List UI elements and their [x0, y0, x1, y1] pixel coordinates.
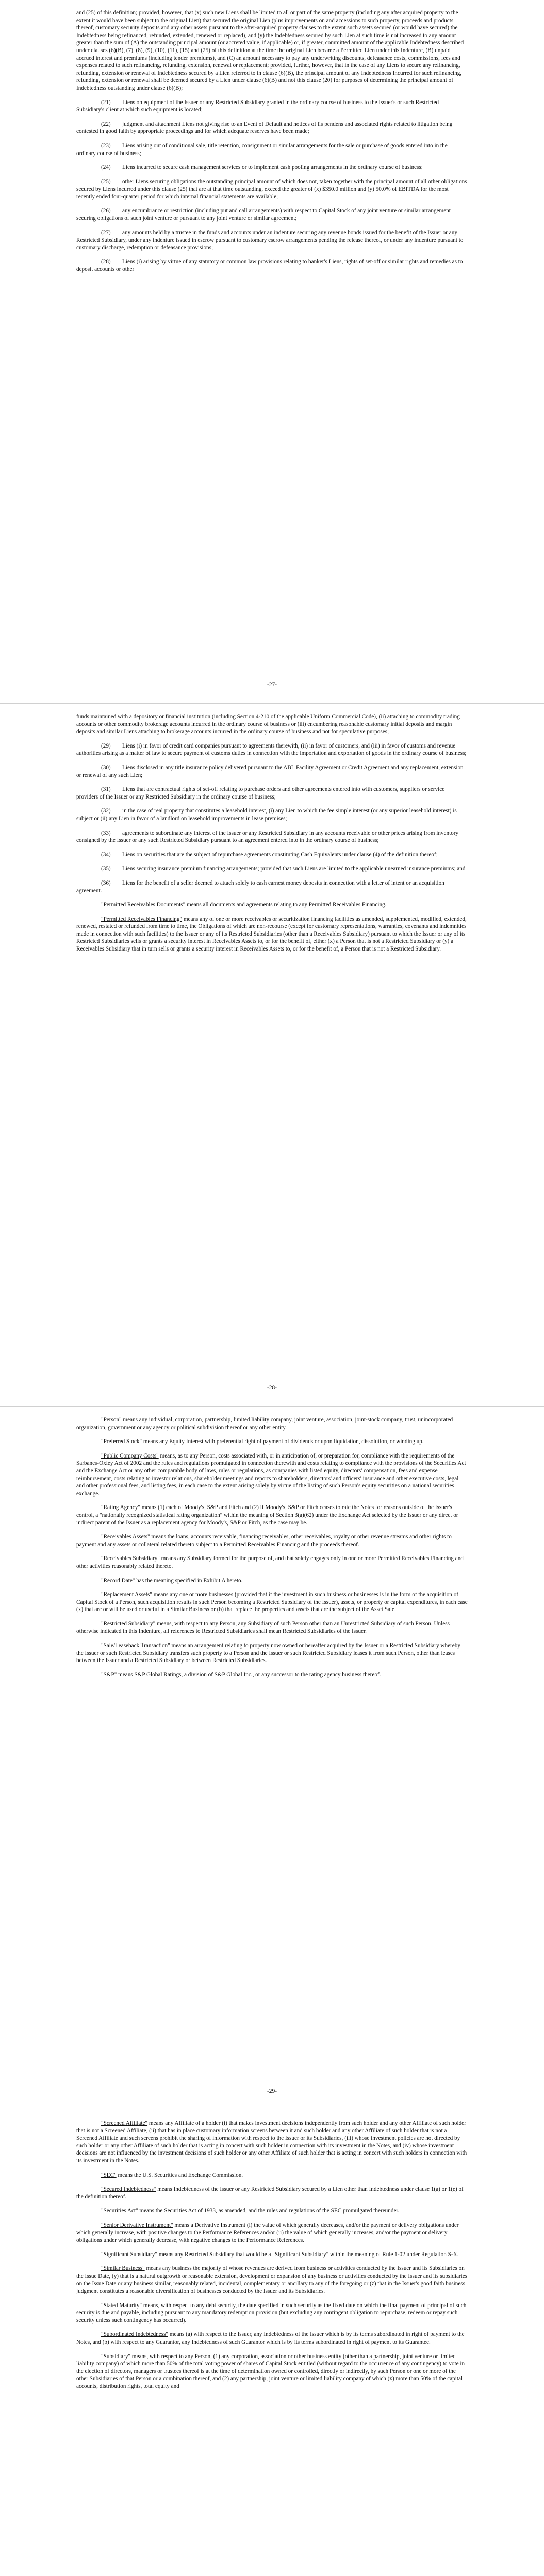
clause-number: (32)	[101, 808, 111, 815]
paragraph-text: means any individual, corporation, partnership, limited liability company, joint venture, association, joint-stock company, trust, unincorporated organization, government or any agency or political subdivision thereof or any other entity.	[76, 1417, 453, 1431]
paragraph-text: means, with respect to any Person, (1) any corporation, association or other business entity (other than a partnership, joint venture or limited liability company) of which more than 50% of the total voting power of shares of Capital Stock entitled (without regard to the occurrence of any contingency) to vote in the election of directors, managers or trustees thereof is at the time of determination owned or controlled, directly or indirectly, by such Person or one or more of the other Subsidiaries of that Person or a combination thereof, and (2) any partnership, joint venture or limited liability company of which (x) more than 50% of the capital accounts, distribution rights, total equity and	[76, 2353, 465, 2390]
paragraph-text: means any Subsidiary formed for the purpose of, and that solely engages only in one or more Permitted Receivables Financing and other activities reasonably related thereto.	[76, 1555, 464, 1569]
paragraph-text: has the meaning specified in Exhibit A hereto.	[135, 1577, 243, 1584]
paragraph	[76, 851, 468, 859]
document-page-30	[0, 2110, 544, 2576]
document-page-28	[0, 703, 544, 1406]
paragraph-text: any encumbrance or restriction (including put and call arrangements) with respect to Capital Stock of any joint venture or similar arrangement securing obligations of such joint venture or pursuant to any joint venture or similar agreement;	[76, 208, 451, 222]
page-body	[76, 2120, 468, 2391]
page-body	[76, 713, 468, 953]
definition-paragraph	[76, 2353, 468, 2391]
clause-number: (25)	[101, 178, 111, 185]
clause-number: (33)	[101, 829, 111, 836]
defined-term: "Public Company Costs"	[101, 1452, 159, 1459]
clause-number: (27)	[101, 229, 111, 236]
defined-term: "Restricted Subsidiary"	[101, 1620, 156, 1627]
definition-paragraph	[76, 2172, 468, 2179]
paragraph-text: means Indebtedness of the Issuer or any Restricted Subsidiary secured by a Lien other than Indebtedness under clause 1(a) or 1(e) of the definition thereof.	[76, 2186, 464, 2200]
definition-paragraph	[76, 2331, 468, 2346]
definition-paragraph	[76, 1577, 468, 1585]
paragraph-text: means any Restricted Subsidiary that would be a "Significant Subsidiary" within the meaning of Rule 1-02 under Regulation S-X.	[157, 2251, 459, 2258]
document-page-27	[0, 0, 544, 703]
paragraph-text: Liens incurred to secure cash management services or to implement cash pooling arrangements in the ordinary course of business;	[122, 164, 423, 171]
definition-paragraph	[76, 1591, 468, 1614]
defined-term: "Similar Business"	[101, 2265, 145, 2272]
clause-number: (36)	[101, 879, 111, 886]
definition-paragraph	[76, 2120, 468, 2165]
definition-paragraph	[76, 2265, 468, 2295]
clause-number: (30)	[101, 764, 111, 771]
defined-term: "Subsidiary"	[101, 2353, 130, 2360]
definition-paragraph	[76, 2185, 468, 2200]
defined-term: "Senior Derivative Instrument"	[101, 2222, 173, 2228]
paragraph-text: means any of one or more receivables or securitization financing facilities as amended, supplemented, modified, extended, renewed, restated or refunded from time to time, the Obligations of which are non-recourse (except for customary representations, warranties, covenants and indemnities made in connection with such facilities) to the Issuer or any of its Restricted Subsidiaries (other than a Receivables Subsidiary) pursuant to which the Issuer or any of its Restricted Subsidiaries sells or grants a security interest in Receivables Assets to, or for the benefit of, either (x) a Person that is not a Restricted Subsidiary or (y) a Receivables Subsidiary that in turn sells or grants a security interest in Receivables Assets to, or for the benefit of, a Person that is not a Restricted Subsidiary.	[76, 916, 467, 953]
paragraph	[76, 121, 468, 135]
paragraph	[76, 829, 468, 844]
paragraph-text: any amounts held by a trustee in the funds and accounts under an indenture securing any revenue bonds issued for the benefit of the Issuer or any Restricted Subsidiary, under any indenture issued in escrow pursuant to customary escrow arrangements pending the release thereof, or under any indenture pursuant to customary discharge, redemption or defeasance provisions;	[76, 229, 464, 251]
defined-term: "Receivables Assets"	[101, 1534, 150, 1540]
paragraph-text: Liens securing insurance premium financing arrangements; provided that such Liens are limited to the applicable unearned insurance premiums; and	[122, 866, 466, 872]
page-body	[76, 1416, 468, 1679]
paragraph-text: means, with respect to any debt security, the date specified in such security as the fixed date on which the final payment of principal of such security is due and payable, including pursuant to any mandatory redemption provision (but excluding any contingent obligation to repurchase, redeem or repay such security unless such contingency has occurred).	[76, 2302, 467, 2324]
paragraph-text: Liens on equipment of the Issuer or any Restricted Subsidiary granted in the ordinary course of business to the Issuer's or such Restricted Subsidiary's client at which such equipment is located;	[76, 99, 439, 113]
defined-term: "Permitted Receivables Financing"	[101, 916, 183, 922]
defined-term: "Subordinated Indebtedness"	[101, 2331, 168, 2338]
paragraph	[76, 164, 468, 172]
page-number: -29-	[267, 2088, 277, 2094]
paragraph-text: means any Affiliate of a holder (i) that makes investment decisions independently from such holder and any other Affiliate of such holder that is not a Screened Affiliate, (ii) that has in place customary information screens between it and such holder and any other Affiliate of such holder that is not a Screened Affiliate and such screens prohibit the sharing of information with respect to the Issuer or its Subsidiaries, (iii) whose investment policies are not directed by such holder or any other Affiliate of such holder that is acting in concert with such holder in connection with its investment in the Notes, and (iv) whose investment decisions are not influenced by the investment decisions of such holder or any other Affiliate of such holder that is acting in concert with such holders in connection with its investment in the Notes.	[76, 2120, 467, 2164]
paragraph	[76, 764, 468, 779]
paragraph-text: other Liens securing obligations the outstanding principal amount of which does not, taken together with the principal amount of all other obligations secured by Liens incurred under this clause (25) that are at that time outstanding, exceed the greater of (x) $350.0 million and (y) 50.0% of EBITDA for the most recently ended four-quarter period for which internal financial statements are available;	[76, 178, 467, 200]
defined-term: "S&P"	[101, 1671, 117, 1678]
defined-term: "Screened Affiliate"	[101, 2120, 148, 2126]
paragraph	[76, 742, 468, 757]
paragraph-text: means an arrangement relating to property now owned or hereafter acquired by the Issuer or a Restricted Subsidiary whereby the Issuer or such Restricted Subsidiary transfers such property to a Person and the Issuer or such Restricted Subsidiary leases it from such Person, other than leases between the Issuer and a Restricted Subsidiary or between Restricted Subsidiaries.	[76, 1642, 460, 1664]
clause-number: (29)	[101, 742, 111, 749]
definition-paragraph	[76, 1438, 468, 1446]
paragraph-text: means any Equity Interest with preferential right of payment of dividends or upon liquidation, dissolution, or winding up.	[142, 1438, 424, 1445]
paragraph	[76, 142, 468, 157]
definition-paragraph	[76, 1555, 468, 1570]
defined-term: "Receivables Subsidiary"	[101, 1555, 160, 1562]
page-number: -27-	[267, 682, 277, 688]
paragraph-text: means any one or more businesses (provided that if the investment in such business or businesses is in the form of the acquisition of Capital Stock of a Person, such acquisition results in such Person becoming a Restricted Subsidiary of the Issuer), assets, or property or capital expenditures, in each case (x) that are or will be used or useful in a Similar Business or (b) that replace the properties and assets that are the subject of the Asset Sale.	[76, 1591, 468, 1613]
definition-paragraph	[76, 916, 468, 953]
definition-paragraph	[76, 1620, 468, 1635]
defined-term: "Securities Act"	[101, 2208, 138, 2214]
paragraph	[76, 807, 468, 822]
clause-number: (22)	[101, 121, 111, 127]
defined-term: "Preferred Stock"	[101, 1438, 142, 1445]
document-page-29	[0, 1406, 544, 2110]
defined-term: "Rating Agency"	[101, 1504, 140, 1511]
clause-number: (35)	[101, 866, 111, 872]
paragraph-text: means, as to any Person, costs associated with, or in anticipation of, or preparation for, compliance with the requirements of the Sarbanes-Oxley Act of 2002 and the rules and regulations promulgated in connection therewith and costs relating to compliance with the provisions of the Securities Act and the Exchange Act or any other comparable body of laws, rules or regulations, as companies with listed equity, directors' compensation, fees and expense reimbursement, costs relating to investor relations, shareholder meetings and reports to shareholders, directors' and officers' insurance and other executive costs, legal and other professional fees, and listing fees, in each case to the extent arising solely by virtue of the listing of such Person's equity securities on a national securities exchange.	[76, 1452, 466, 1497]
paragraph	[76, 9, 468, 92]
paragraph-text: and (25) of this definition; provided, however, that (x) such new Liens shall be limited to all or part of the same property (including any after acquired property to the extent it would have been subject to the original Lien) that secured the original Lien (plus improvements on and accessions to such property, proceeds and products thereof, customary security deposits and any other assets pursuant to the after-acquired property clauses to the extent such assets secured (or would have secured) the Indebtedness being refinanced, refunded, extended, renewed or replaced), and (y) the Indebtedness secured by such Lien at such time is not increased to any amount greater than the sum of (A) the outstanding principal amount (or accreted value, if applicable) or, if greater, committed amount of the applicable Indebtedness described under clauses (6)(B), (7), (8), (9), (10), (11), (15) and (25) of this definition at the time the original Lien became a Permitted Lien under this Indenture, (B) unpaid accrued interest and premiums (including tender premiums), and (C) an amount necessary to pay any underwriting discounts, defeasance costs, commissions, fees and expenses related to such refinancing, refunding, extension, renewal or replacement; provided, further, however, that in the case of any Liens to secure any refinancing, refunding, extension or renewal of Indebtedness secured by a Lien referred to in clause (6)(B), the principal amount of any Indebtedness Incurred for such refinancing, refunding, extension or renewal shall be deemed secured by a Lien under clause (6)(B) and not this clause (20) for purposes of determining the principal amount of Indebtedness outstanding under clause (6)(B);	[76, 10, 464, 91]
definition-paragraph	[76, 1642, 468, 1665]
paragraph-text: Liens disclosed in any title insurance policy delivered pursuant to the ABL Facility Agreement or Credit Agreement and any replacement, extension or renewal of any such Lien;	[76, 764, 464, 778]
paragraph-text: means the loans, accounts receivable, financing receivables, other receivables, royalty or other revenue streams and other rights to payment and any assets or collateral related thereto subject to a Permitted Receivables Financing and the proceeds thereof.	[76, 1534, 452, 1548]
paragraph-text: means all documents and agreements relating to any Permitted Receivables Financing.	[185, 902, 387, 908]
definition-paragraph	[76, 2302, 468, 2325]
defined-term: "Replacement Assets"	[101, 1591, 152, 1598]
paragraph	[76, 713, 468, 736]
definition-paragraph	[76, 1671, 468, 1679]
paragraph-text: Liens for the benefit of a seller deemed to attach solely to cash earnest money deposits in connection with a letter of intent or an acquisition agreement.	[76, 879, 444, 894]
defined-term: "Significant Subsidiary"	[101, 2251, 157, 2258]
clause-number: (23)	[101, 142, 111, 149]
definition-paragraph	[76, 1416, 468, 1431]
paragraph-text: means (1) each of Moody's, S&P and Fitch and (2) if Moody's, S&P or Fitch ceases to rate the Notes for reasons outside of the Issuer's control, a "nationally recognized statistical rating organization" within the meaning of Section 3(a)(62) under the Exchange Act selected by the Issuer or any direct or indirect parent of the Issuer as a replacement agency for Moody's, S&P or Fitch, as the case may be.	[76, 1504, 458, 1526]
paragraph	[76, 865, 468, 873]
defined-term: "SEC"	[101, 2172, 117, 2178]
defined-term: "Person"	[101, 1417, 122, 1423]
clause-number: (21)	[101, 99, 111, 106]
paragraph	[76, 879, 468, 894]
paragraph-text: Liens (i) in favor of credit card companies pursuant to agreements therewith, (ii) in favor of customers, and (iii) in favor of customs and revenue authorities arising as a matter of law to secure payment of customs duties in connection with the importation and exportation of goods in the ordinary course of business;	[76, 742, 467, 757]
paragraph-text: means S&P Global Ratings, a division of S&P Global Inc., or any successor to the rating agency business thereof.	[117, 1671, 381, 1678]
paragraph-text: means (a) with respect to the Issuer, any Indebtedness of the Issuer which is by its terms subordinated in right of payment to the Notes, and (b) with respect to any Guarantor, any Indebtedness of such Guarantor which is by its terms subordinated in right of payment to its Guarantee.	[76, 2331, 465, 2346]
paragraph-text: means, with respect to any Person, any Subsidiary of such Person other than an Unrestricted Subsidiary of such Person. Unless otherwise indicated in this Indenture, all references to Restricted Subsidiaries shall mean Restricted Subsidiaries of the Issuer.	[76, 1620, 450, 1635]
paragraph-text: funds maintained with a depository or financial institution (including Section 4-210 of the applicable Uniform Commercial Code), (ii) attaching to commodity trading accounts or other commodity brokerage accounts incurred in the ordinary course of business or (iii) encumbering reasonable customary initial deposits and margin deposits and similar Liens attaching to brokerage accounts incurred in the ordinary course of business and not for speculative purposes;	[76, 714, 460, 735]
paragraph-text: means the U.S. Securities and Exchange Commission.	[116, 2172, 243, 2178]
definition-paragraph	[76, 901, 468, 909]
paragraph-text: agreements to subordinate any interest of the Issuer or any Restricted Subsidiary in any accounts receivable or other prices arising from inventory consigned by the Issuer or any such Restricted Subsidiary pursuant to an agreement entered into in the ordinary course of business;	[76, 829, 459, 844]
paragraph	[76, 258, 468, 273]
page-body	[76, 9, 468, 274]
paragraph	[76, 99, 468, 114]
paragraph	[76, 178, 468, 201]
paragraph	[76, 207, 468, 222]
paragraph-text: Liens on securities that are the subject of repurchase agreements constituting Cash Equivalents under clause (4) of the definition thereof;	[122, 851, 438, 858]
page-number: -28-	[267, 1385, 277, 1391]
paragraph-text: means any business the majority of whose revenues are derived from business or activities conducted by the Issuer and its Subsidiaries on the Issue Date, (y) that is a natural outgrowth or reasonable extension, development or expansion of any business or activities conducted by the Issuer and its subsidiaries on the Issue Date or any business similar, reasonably related, incidental, complementary or ancillary to any of the foregoing or (z) that in the Issuer's good faith business judgment constitutes a reasonable diversification of businesses conducted by the Issuer and its Subsidiaries.	[76, 2265, 468, 2295]
paragraph-text: means a Derivative Instrument (i) the value of which generally decreases, and/or the payment or delivery obligations under which generally increase, with positive changes to the Performance References and/or (ii) the value of which generally increases, and/or the payment or delivery obligations under which generally decrease, with negative changes to the Performance References.	[76, 2222, 459, 2244]
definition-paragraph	[76, 1504, 468, 1527]
paragraph-text: Liens that are contractual rights of set-off relating to purchase orders and other agreements entered into with customers, suppliers or service providers of the Issuer or any Restricted Subsidiary in the ordinary course of business;	[76, 786, 445, 800]
definition-paragraph	[76, 2251, 468, 2259]
clause-number: (26)	[101, 208, 111, 214]
defined-term: "Stated Maturity"	[101, 2302, 142, 2309]
definition-paragraph	[76, 1533, 468, 1548]
paragraph	[76, 229, 468, 252]
clause-number: (34)	[101, 851, 111, 858]
defined-term: "Permitted Receivables Documents"	[101, 902, 186, 908]
clause-number: (31)	[101, 786, 111, 793]
paragraph-text: judgment and attachment Liens not giving rise to an Event of Default and notices of lis pendens and associated rights related to litigation being contested in good faith by appropriate proceedings and for which adequate reserves have been made;	[76, 121, 453, 135]
definition-paragraph	[76, 2222, 468, 2244]
paragraph-text: means the Securities Act of 1933, as amended, and the rules and regulations of the SEC promulgated thereunder.	[138, 2208, 400, 2214]
paragraph-text: in the case of real property that constitutes a leasehold interest, (i) any Lien to which the fee simple interest (or any superior leasehold interest) is subject or (ii) any Lien in favor of a landlord on leasehold improvements in lease premises;	[76, 808, 457, 822]
definition-paragraph	[76, 2207, 468, 2215]
paragraph-text: Liens (i) arising by virtue of any statutory or common law provisions relating to banker's Liens, rights of set-off or similar rights and remedies as to deposit accounts or other	[76, 259, 463, 273]
clause-number: (28)	[101, 259, 111, 265]
defined-term: "Secured Indebtedness"	[101, 2186, 156, 2193]
defined-term: "Record Date"	[101, 1577, 135, 1584]
definition-paragraph	[76, 1452, 468, 1498]
defined-term: "Sale/Leaseback Transaction"	[101, 1642, 170, 1649]
paragraph-text: Liens arising out of conditional sale, title retention, consignment or similar arrangements for the sale or purchase of goods entered into in the ordinary course of business;	[76, 142, 448, 157]
clause-number: (24)	[101, 164, 111, 171]
paragraph	[76, 786, 468, 801]
